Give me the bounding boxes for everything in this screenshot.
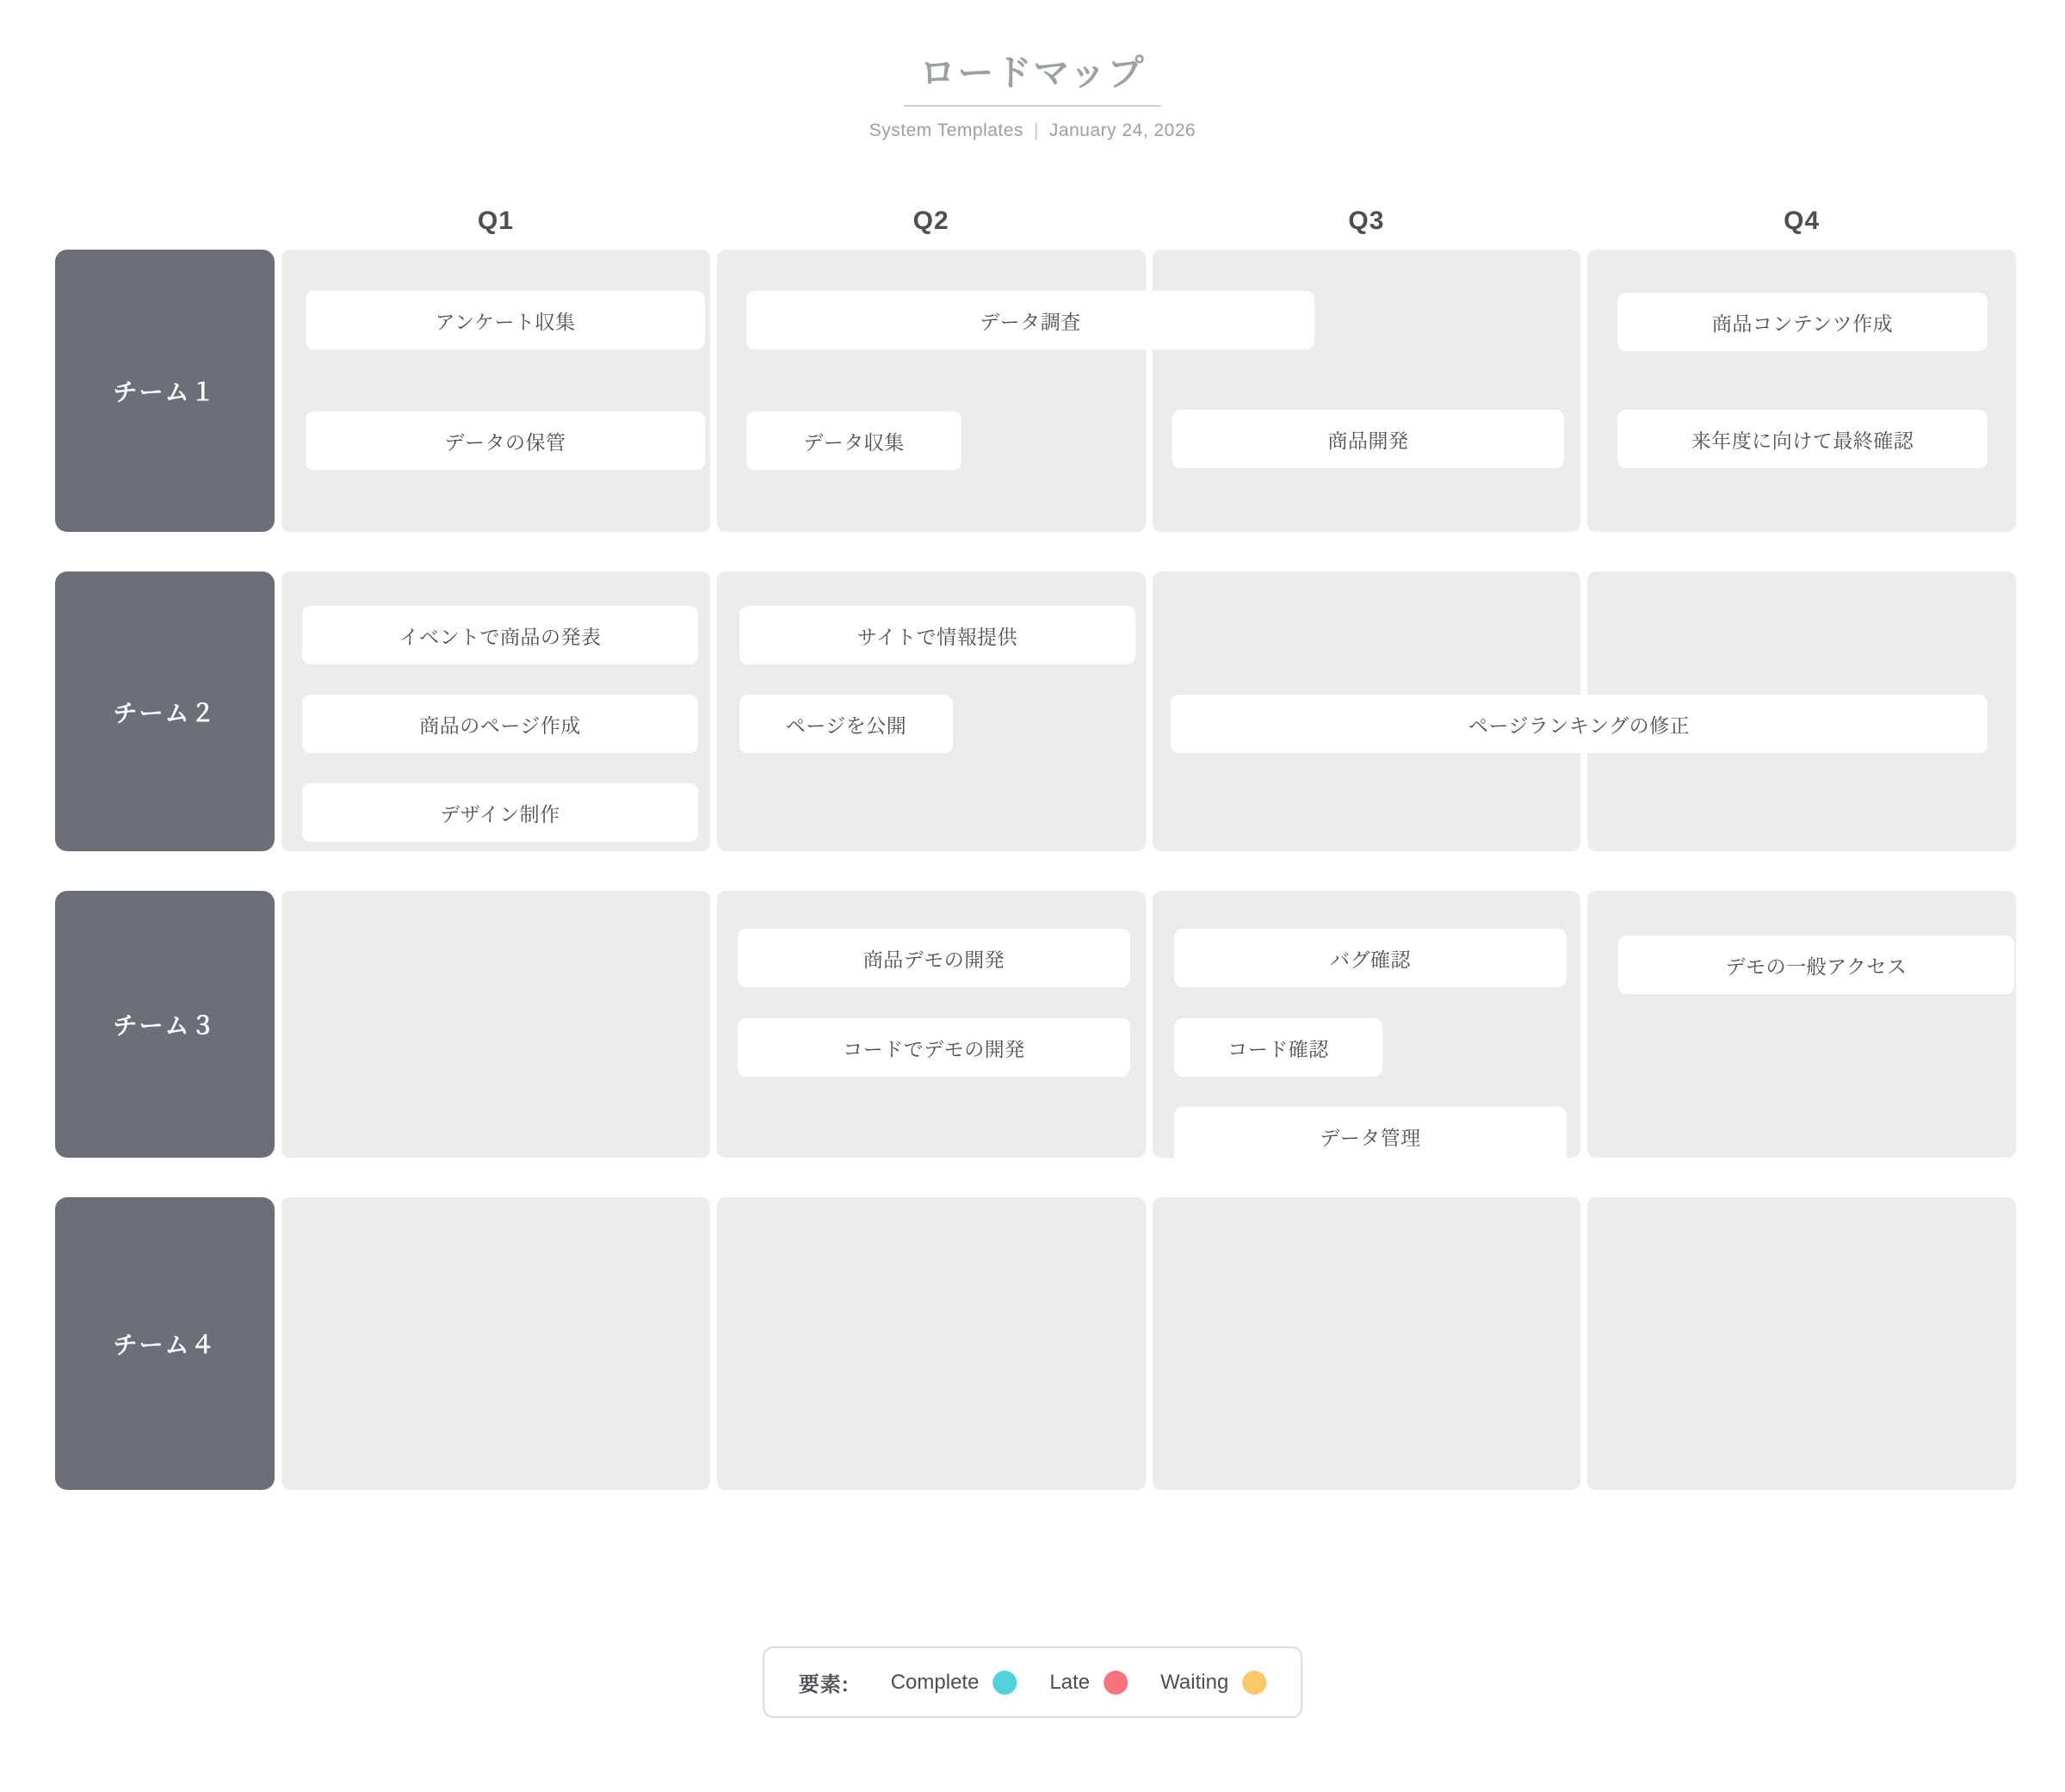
task-team2-6[interactable]: デザイン制作 — [302, 783, 698, 842]
task-team1-6[interactable]: 商品開発 — [1172, 410, 1564, 468]
team-label-2[interactable]: チーム２ — [55, 572, 275, 851]
quarter-header-row — [55, 207, 2016, 236]
quarter-header-q1: Q1 — [477, 207, 514, 235]
lane-team4-q3[interactable] — [1153, 1197, 1581, 1490]
page-header — [0, 0, 2065, 141]
quarter-header-q2: Q2 — [912, 207, 949, 235]
subtitle-separator: | — [1033, 120, 1039, 141]
team-label-3[interactable]: チーム３ — [55, 891, 275, 1158]
task-team3-6[interactable]: データ管理 — [1174, 1107, 1567, 1165]
legend-item-late[interactable] — [1049, 1671, 1128, 1695]
quarter-header-q3: Q3 — [1348, 207, 1385, 235]
task-team2-4[interactable]: ページを公開 — [739, 695, 953, 753]
lane-team3-q1[interactable] — [281, 891, 710, 1158]
page-title: ロードマップ — [904, 53, 1160, 107]
legend-label-waiting: Waiting — [1160, 1670, 1229, 1694]
status-dot-complete-icon — [992, 1671, 1017, 1695]
task-team1-3[interactable]: 商品コンテンツ作成 — [1617, 293, 1988, 351]
team-row-3 — [55, 891, 2016, 1158]
task-team1-1[interactable]: アンケート収集 — [306, 291, 705, 349]
task-team3-2[interactable]: バグ確認 — [1174, 929, 1567, 987]
task-team2-5[interactable]: ページランキングの修正 — [1171, 695, 1988, 753]
legend-label-late: Late — [1049, 1670, 1091, 1694]
subtitle-date: January 24, 2026 — [1048, 120, 1196, 141]
task-team2-1[interactable]: イベントで商品の発表 — [302, 606, 698, 664]
legend-title: 要素: — [798, 1673, 850, 1696]
task-team3-3[interactable]: デモの一般アクセス — [1618, 936, 2014, 994]
team-row-4 — [55, 1197, 2016, 1490]
task-team3-4[interactable]: コードでデモの開発 — [738, 1018, 1130, 1077]
task-team2-3[interactable]: 商品のページ作成 — [302, 695, 698, 753]
page-subtitle — [0, 120, 2065, 141]
legend — [763, 1647, 1303, 1718]
legend-item-waiting[interactable] — [1160, 1671, 1266, 1695]
task-team3-5[interactable]: コード確認 — [1174, 1018, 1382, 1077]
task-team1-4[interactable]: データの保管 — [306, 411, 705, 470]
task-team1-5[interactable]: データ収集 — [746, 411, 961, 470]
legend-label-complete: Complete — [890, 1670, 980, 1694]
quarter-header-spacer — [55, 207, 275, 236]
task-team2-2[interactable]: サイトで情報提供 — [739, 606, 1135, 664]
task-team3-1[interactable]: 商品デモの開発 — [738, 929, 1130, 987]
roadmap-grid — [55, 207, 2016, 1529]
status-dot-late-icon — [1104, 1671, 1128, 1695]
team-label-4[interactable]: チーム４ — [55, 1197, 275, 1490]
task-team1-2[interactable]: データ調査 — [746, 291, 1314, 349]
lane-team4-q4[interactable] — [1587, 1197, 2016, 1490]
quarter-header-q4: Q4 — [1784, 207, 1821, 235]
subtitle-source: System Templates — [869, 120, 1023, 141]
team-label-1[interactable]: チーム１ — [55, 250, 275, 532]
lane-team3-q4[interactable] — [1587, 891, 2016, 1158]
status-dot-waiting-icon — [1242, 1671, 1266, 1695]
lane-team4-q1[interactable] — [281, 1197, 710, 1490]
legend-item-complete[interactable] — [891, 1671, 1017, 1695]
lane-team4-q2[interactable] — [717, 1197, 1146, 1490]
task-team1-7[interactable]: 来年度に向けて最終確認 — [1617, 410, 1988, 468]
team-row-1 — [55, 250, 2016, 532]
team-row-2 — [55, 572, 2016, 851]
